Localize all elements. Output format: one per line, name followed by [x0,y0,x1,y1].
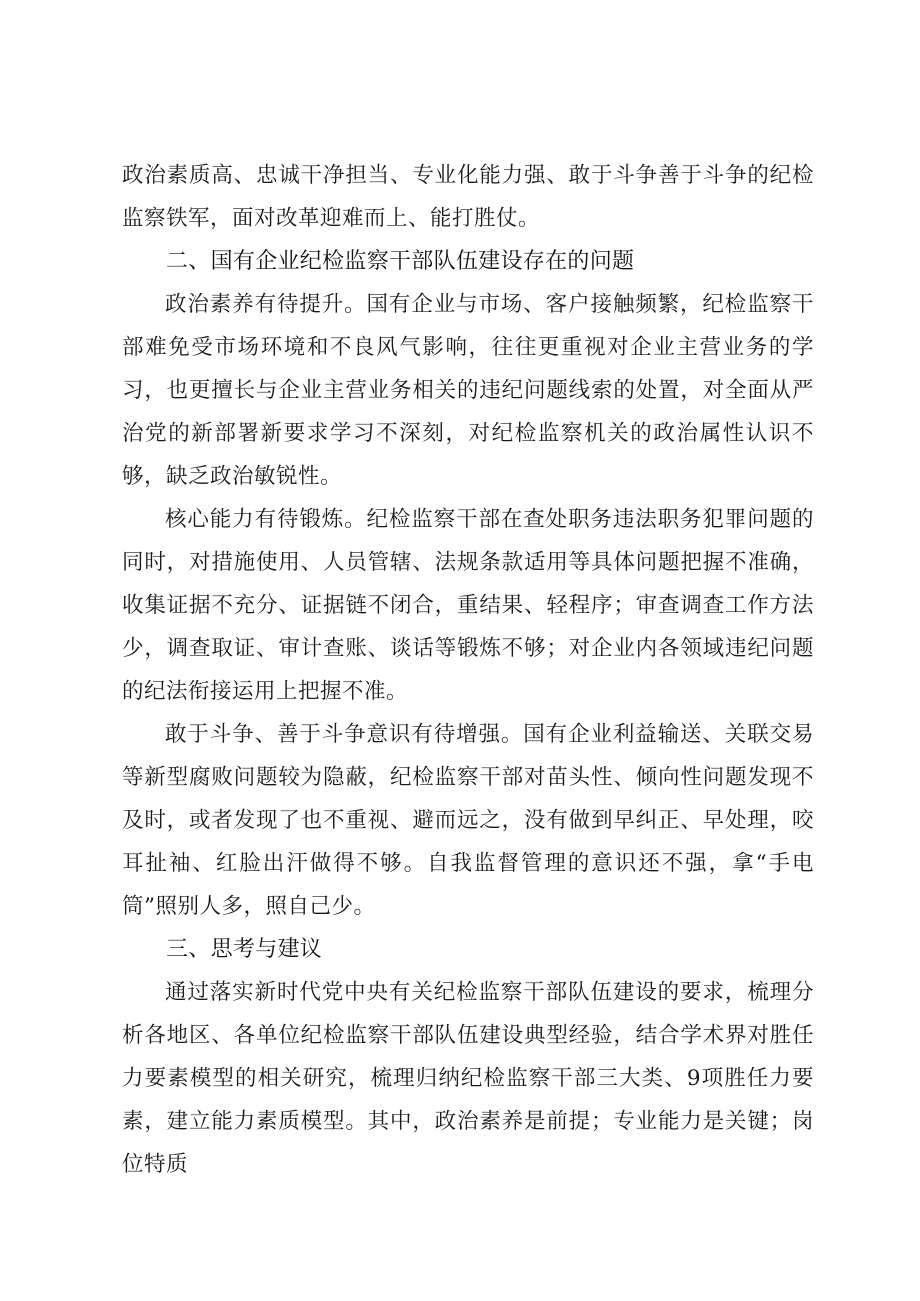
paragraph-core-ability: 核心能力有待锻炼。纪检监察干部在查处职务违法职务犯罪问题的同时，对措施使用、人员管辖、法规条款适用等具体问题把握不准确，收集证据不充分、证据链不闭合，重结果、轻程序；审查调查工作方法少，调查取证、审计查账、谈话等锻炼不够；对企业内各领域违纪问题的纪法衔接运用上把握不准。 [122,507,814,704]
section-heading-three: 三、思考与建议 [166,937,323,962]
paragraph-suggestions: 通过落实新时代党中央有关纪检监察干部队伍建设的要求，梳理分析各地区、各单位纪检监察干部队伍建设典型经验，结合学术界对胜任力要素模型的相关研究，梳理归纳纪检监察干部三大类、9项胜任力要素，建立能力素质模型。其中，政治素养是前提；专业能力是关键；岗位特质 [122,980,814,1177]
paragraph-political-literacy: 政治素养有待提升。国有企业与市场、客户接触频繁，纪检监察干部难免受市场环境和不良风气影响，往往更重视对企业主营业务的学习，也更擅长与企业主营业务相关的违纪问题线索的处置，对全面从严治党的新部署新要求学习不深刻，对纪检监察机关的政治属性认识不够，缺乏政治敏锐性。 [122,292,814,489]
paragraph-struggle-awareness: 敢于斗争、善于斗争意识有待增强。国有企业利益输送、关联交易等新型腐败问题较为隐蔽，纪检监察干部对苗头性、倾向性问题发现不及时，或者发现了也不重视、避而远之，没有做到早纠正、早处理，咬耳扯袖、红脸出汗做得不够。自我监督管理的意识还不强，拿“手电筒”照别人多，照自己少。 [122,722,814,919]
paragraph-continuation: 政治素质高、忠诚干净担当、专业化能力强、敢于斗争善于斗争的纪检监察铁军，面对改革迎难而上、能打胜仗。 [122,163,814,231]
document-body [122,154,814,1186]
section-heading-two: 二、国有企业纪检监察干部队伍建设存在的问题 [166,249,635,274]
